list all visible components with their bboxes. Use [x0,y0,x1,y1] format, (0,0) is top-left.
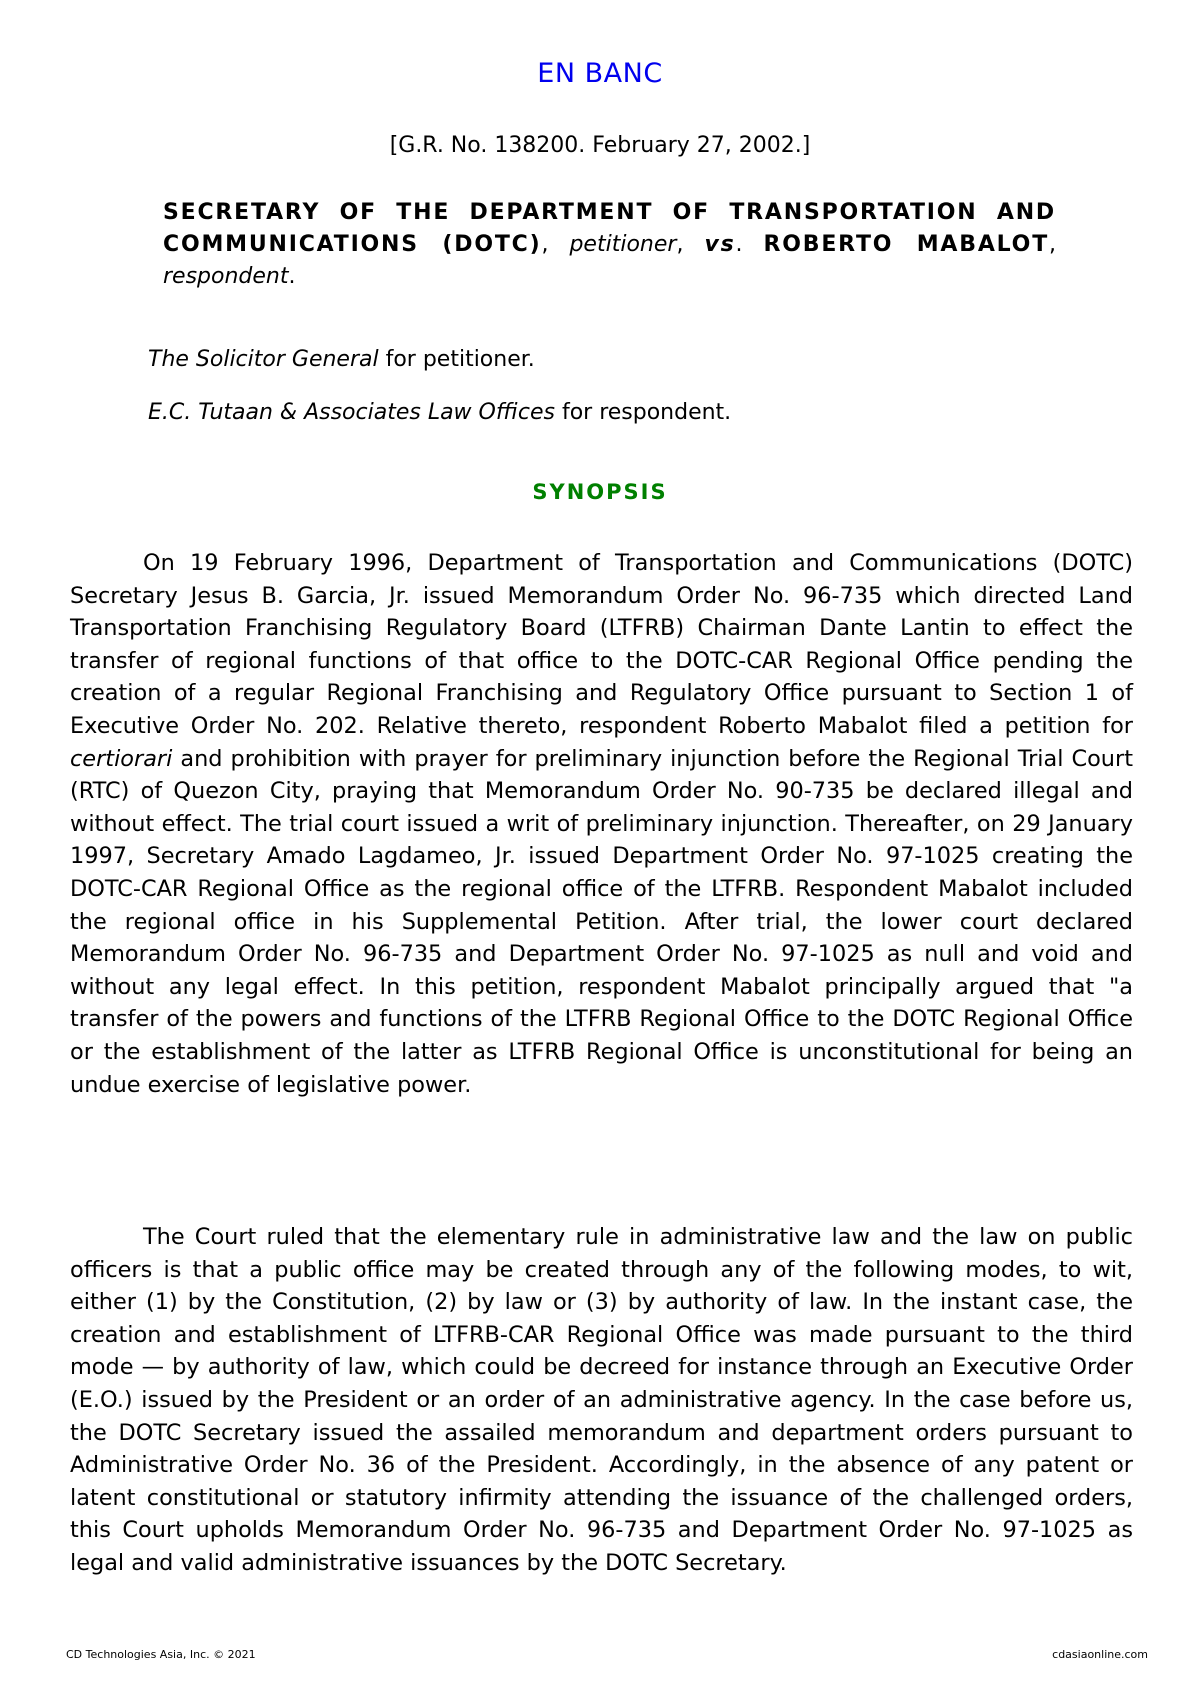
synopsis-paragraph-2: The Court ruled that the elementary rule in administrative law and the law on public officers is that a public office may be created through any of the following modes, to wit, either (1) by the Constitution, (2) by law or (3) by authority of law. In the instant case, the creation and establishment of LTFRB-CAR Regional Office was made pursuant to the third mode — by authority of law, which could be decreed for instance through an Executive Order (E.O.) issued by the President or an order of an administrative agency. In the case before us, the DOTC Secretary issued the assailed memorandum and department orders pursuant to Administrative Order No. 36 of the President. Accordingly, in the absence of any patent or latent constitutional or statutory infirmity attending the issuance of the challenged orders, this Court upholds Memorandum Order No. 96-735 and Department Order No. 97-1025 as legal and valid administrative issuances by the DOTC Secretary. [70,1224,1133,1576]
footer-website: cdasiaonline.com [1052,1648,1148,1661]
petitioner-role: petitioner [569,232,677,257]
counsel-name: E.C. Tutaan & Associates Law Offices [148,400,555,425]
paragraph-text: On 19 February 1996, Department of Transportation and Communications (DOTC) Secretary Jesus B. Garcia, Jr. issued Memorandum Order No. 96-735 which directed Land Transportation Franchising Regulatory Board (LTFRB) Chairman Dante Lantin to effect the transfer of regional functions of that office to the DOTC-CAR Regional Office pending the creation of a regular Regional Franchising and Regulatory Office pursuant to Section 1 of Executive Order No. 202. Relative thereto, respondent Roberto Mabalot filed a petition for [70,550,1133,739]
court-division-heading: EN BANC [537,58,663,89]
counsel-respondent [148,400,731,425]
paragraph-italic-term: certiorari [70,745,173,772]
paragraph-text: and prohibition with prayer for preliminary injunction before the Regional Trial Court (RTC) of Quezon City, praying that Memorandum Order No. 90-735 be declared illegal and without effect. The trial court issued a writ of preliminary injunction. Thereafter, on 29 January 1997, Secretary Amado Lagdameo, Jr. issued Department Order No. 97-1025 creating the DOTC-CAR Regional Office as the regional office of the LTFRB. Respondent Mabalot included the regional office in his Supplemental Petition. After trial, the lower court declared Memorandum Order No. 96-735 and Department Order No. 97-1025 as null and void and without any legal effect. In this petition, respondent Mabalot principally argued that "a transfer of the powers and functions of the LTFRB Regional Office to the DOTC Regional Office or the establishment of the latter as LTFRB Regional Office is unconstitutional for being an undue exercise of legislative power. [70,745,1133,1098]
footer-copyright: CD Technologies Asia, Inc. © 2021 [66,1648,256,1661]
synopsis-heading: SYNOPSIS [532,480,668,504]
versus-label: vs [704,232,736,257]
counsel-name: The Solicitor General [148,347,379,372]
case-number: [G.R. No. 138200. February 27, 2002.] [389,133,811,158]
counsel-text: for respondent. [554,400,732,425]
synopsis-paragraph-1 [70,547,1133,1101]
respondent-name: ROBERTO MABALOT [763,232,1049,257]
counsel-text: for petitioner. [378,347,535,372]
respondent-role: respondent [163,264,289,289]
counsel-petitioner [148,347,535,372]
petitioner-name: SECRETARY OF THE DEPARTMENT OF TRANSPORTATION AND COMMUNICATIONS (DOTC) [163,200,1056,257]
case-caption: SECRETARY OF THE DEPARTMENT OF TRANSPORTATION AND COMMUNICATIONS (DOTC), petitioner, vs. ROBERTO MABALOT, respondent. [163,200,1056,289]
